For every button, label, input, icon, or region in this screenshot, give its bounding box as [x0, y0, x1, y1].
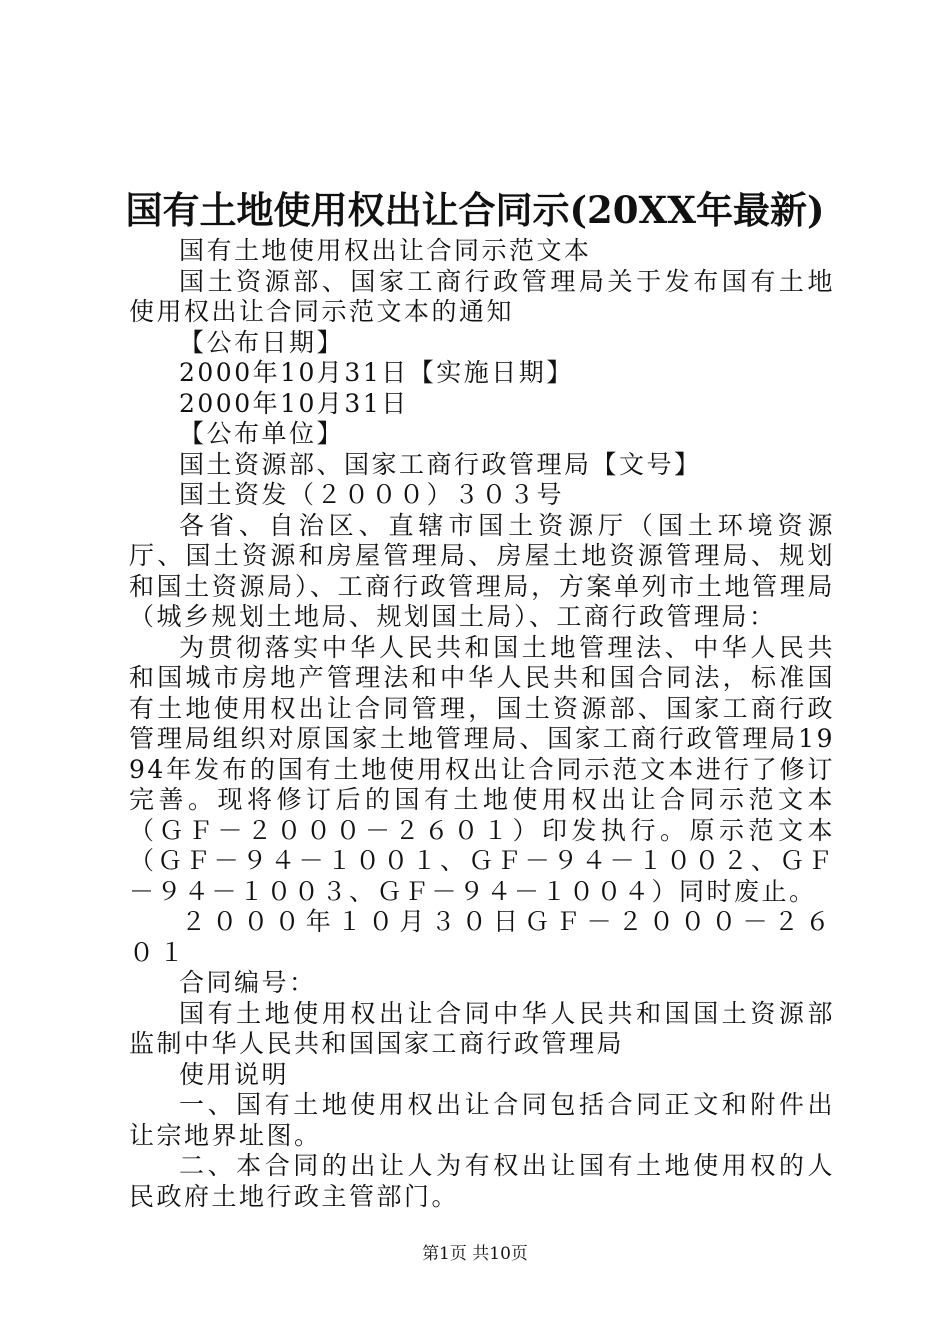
- paragraph-effective-date: 2000年10月31日: [179, 388, 409, 418]
- paragraph-addressees: 各省、自治区、直辖市国土资源厅（国土环境资源厅、国土资源和房屋管理局、房屋土地资源管理局、规划和国土资源局）、工商行政管理局，方案单列市土地管理局（城乡规划土地局、规划国土局）、工商行政管理局：: [129, 510, 835, 631]
- paragraph-notice-title: 国土资源部、国家工商行政管理局关于发布国有土地使用权出让合同示范文本的通知: [129, 266, 835, 326]
- paragraph-usage-item-2: 二、本合同的出让人为有权出让国有土地使用权的人民政府土地行政主管部门。: [129, 1151, 835, 1211]
- document-title: 国有土地使用权出让合同示(20XX年最新): [125, 188, 825, 232]
- paragraph-usage-item-1: 一、国有土地使用权出让合同包括合同正文和附件出让宗地界址图。: [129, 1090, 835, 1150]
- paragraph-contract-number: 合同编号：: [179, 968, 317, 997]
- paragraph-issuer: 国土资源部、国家工商行政管理局【文号】: [179, 449, 702, 479]
- paragraph-date-code: ２０００年１０月３０日ＧＦ－２０００－２６０１: [129, 907, 835, 967]
- paragraph-notice-body: 为贯彻落实中华人民共和国土地管理法、中华人民共和国城市房地产管理法和中华人民共和国合同法，标准国有土地使用权出让合同管理，国土资源部、国家工商行政管理局组织对原国家土地管理局、国家工商行政管理局1994年发布的国有土地使用权出让合同示范文本进行了修订完善。现将修订后的国有土地使用权出让合同示范文本（ＧＦ－２０００－２６０１）印发执行。原示范文本（ＧＦ－９４－１００１、ＧＦ－９４－１００２、ＧＦ－９４－１００３、ＧＦ－９４－１００４）同时废止。: [129, 632, 835, 906]
- paragraph-subtitle: 国有土地使用权出让合同示范文本: [179, 236, 592, 265]
- paragraph-contract-heading: 国有土地使用权出让合同中华人民共和国国土资源部监制中华人民共和国国家工商行政管理局: [129, 998, 835, 1058]
- paragraph-publish-date: 2000年10月31日【实施日期】: [179, 358, 574, 387]
- paragraph-issuer-label: 【公布单位】: [179, 419, 345, 448]
- paragraph-usage-heading: 使用说明: [179, 1059, 290, 1089]
- page-number-footer: 第1页 共10页: [422, 1244, 528, 1264]
- paragraph-publish-date-label: 【公布日期】: [179, 327, 345, 357]
- document-body: [129, 236, 835, 1212]
- paragraph-document-number: 国土资发（２０００）３０３号: [179, 480, 565, 509]
